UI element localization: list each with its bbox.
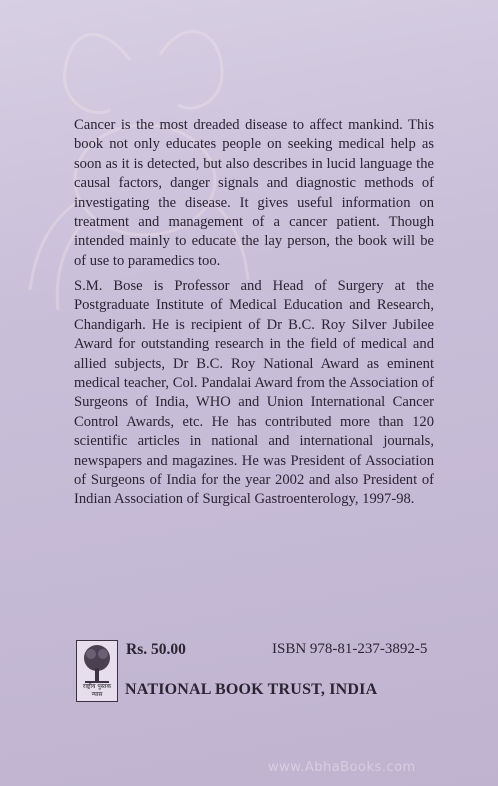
tree-icon	[77, 641, 117, 687]
publisher-logo	[76, 640, 118, 702]
publisher-name: NATIONAL BOOK TRUST, INDIA	[125, 681, 378, 698]
price: Rs. 50.00	[126, 641, 186, 658]
author-bio: S.M. Bose is Professor and Head of Surgery at the Postgraduate Institute of Medical Education and Research, Chandigarh. He is recipient of Dr B.C. Roy Silver Jubilee Award for outstanding research in the field of medical and allied subjects, Dr B.C. Roy National Award as eminent medical teacher, Col. Pandalai Award from the Association of Surgeons of India, WHO and Union International Cancer Control Awards, etc. He has contributed more than 120 scientific articles in national and international journals, newspapers and magazines. He was President of Association of Surgeons of India for the year 2002 and also President of Indian Association of Surgical Gastroenterology, 1997-98.	[74, 278, 434, 508]
isbn: ISBN 978-81-237-3892-5	[272, 641, 428, 657]
logo-caption: राष्ट्रीय पुस्तक न्यास	[82, 683, 112, 698]
watermark: www.AbhaBooks.com	[268, 760, 416, 775]
book-blurb: Cancer is the most dreaded disease to affect mankind. This book not only educates people on seeking medical help as soon as it is detected, but also describes in lucid language the causal factors, danger signals and diagnostic methods of investigating the disease. It gives useful information on treatment and management of a cancer patient. Though intended mainly to educate the lay person, the book will be of use to paramedics too.	[74, 117, 434, 269]
